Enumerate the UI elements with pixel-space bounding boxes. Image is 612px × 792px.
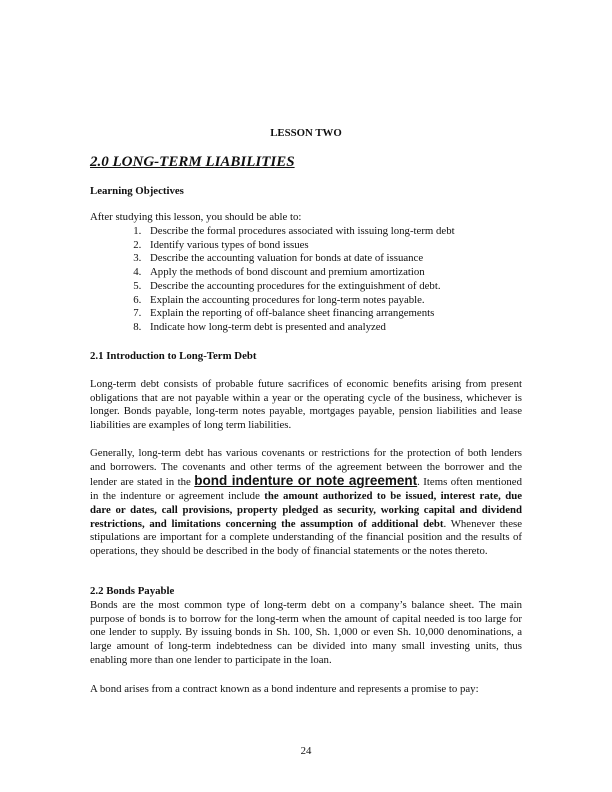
list-item: 1. Describe the formal procedures associated with issuing long-term debt [144, 225, 576, 239]
list-item: 6. Explain the accounting procedures for long-term notes payable. [144, 294, 576, 308]
section-2-1-heading: 2.1 Introduction to Long-Term Debt [90, 350, 257, 362]
list-item: 4. Apply the methods of bond discount and premium amortization [144, 266, 576, 280]
list-item: 8. Indicate how long-term debt is presented and analyzed [144, 321, 576, 335]
objectives-intro: After studying this lesson, you should be able to: [90, 211, 302, 223]
para2-text: . Whenever these stipulations are important for a complete understanding of the financial position and the results of operations, they should be described in the body of financial statements or the notes thereto. [90, 517, 522, 557]
section-2-1-para1: Long-term debt consists of probable future sacrifices of economic benefits arising from present obligations that are not payable within a year or the operating cycle of the business, whichever is longer. Bonds payable, long-term notes payable, mortgages payable, pension liabilities and lease liabilities are examples of long term liabilities. [90, 378, 522, 432]
para2-text: Generally, long-term debt has various covenants or restrictions for the protection of both lenders and borrowers. The covenants and other terms of the agreement between the borrower and the lender are stated in the [90, 447, 522, 489]
objectives-heading: Learning Objectives [90, 185, 184, 197]
list-item: 2. Identify various types of bond issues [144, 239, 576, 253]
page-number: 24 [300, 745, 312, 757]
section-2-2-heading: 2.2 Bonds Payable [90, 585, 175, 597]
para2-text: . Items often mentioned in the indenture or agreement include [90, 476, 522, 503]
objectives-list [90, 225, 576, 335]
section-2-1-para2 [90, 447, 522, 559]
list-item: 3. Describe the accounting valuation for bonds at date of issuance [144, 252, 576, 266]
indenture-items-emphasis: the amount authorized to be issued, interest rate, due dare or dates, call provisions, property pledged as security, working capital and dividend restrictions, and limitations concerning the assumption of additional debt [90, 490, 522, 530]
section-2-2-para1: Bonds are the most common type of long-term debt on a company’s balance sheet. The main purpose of bonds is to borrow for the long-term when the amount of capital needed is too large for one lender to supply. By issuing bonds in Sh. 100, Sh. 1,000 or even Sh. 10,000 denominations, a large amount of long-term indebtedness can be divided into many small investing units, thus enabling more than one lender to participate in the loan. [90, 599, 522, 666]
lesson-label: LESSON TWO [270, 127, 342, 139]
bond-indenture-emphasis: bond indenture or note agreement [194, 473, 418, 489]
list-item: 5. Describe the accounting procedures for the extinguishment of debt. [144, 280, 576, 294]
page-title: 2.0 LONG-TERM LIABILITIES [90, 154, 295, 170]
list-item: 7. Explain the reporting of off-balance sheet financing arrangements [144, 307, 576, 321]
section-2-2-para2: A bond arises from a contract known as a bond indenture and represents a promise to pay: [90, 683, 479, 695]
